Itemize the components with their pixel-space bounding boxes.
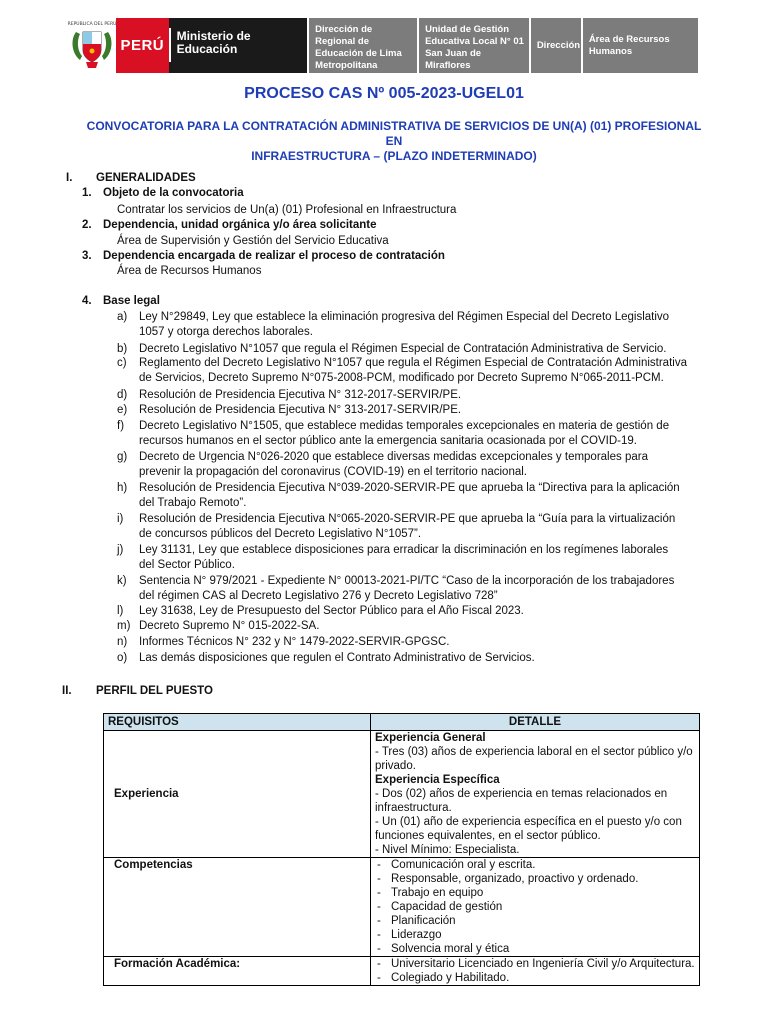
table-row-formacion — [104, 957, 700, 986]
table-row-experiencia — [104, 731, 700, 858]
coat-of-arms-logo — [68, 18, 116, 73]
legal-item-letter: e) — [117, 404, 128, 416]
item2-title: Dependencia, unidad orgánica y/o área solicitante — [103, 219, 377, 231]
ministry-logo — [169, 18, 308, 73]
section2-title: PERFIL DEL PUESTO — [96, 685, 213, 697]
ministry-label: Ministerio de Educación — [176, 29, 251, 56]
legal-item-letter: h) — [117, 482, 128, 494]
formacion-detail — [371, 957, 700, 986]
subtitle-line-2: INFRAESTRUCTURA – (PLAZO INDETERMINADO) — [251, 149, 537, 163]
legal-item-letter: f) — [117, 420, 125, 432]
section2-number: II. — [62, 685, 72, 697]
competencias-detail — [371, 858, 700, 957]
legal-item-text: Ley N°29849, Ley que establece la eliminación progresiva del Régimen Especial del Decreto Legislativo — [139, 311, 670, 323]
legal-item-text: Decreto Legislativo N°1057 que regula el Régimen Especial de Contratación Administrativa de Servicio. — [139, 343, 667, 355]
ugel-label: Unidad de Gestión Educativa Local N° 01 San Juan de Miraflores — [417, 18, 529, 73]
exp-nivel: - Nivel Mínimo: Especialista. — [375, 844, 520, 856]
legal-item-text: de concursos públicos del Decreto Legislativo N°1057”. — [139, 528, 422, 540]
legal-item-text: Resolución de Presidencia Ejecutiva N°065-2020-SERVIR-PE que aprueba la “Guía para la virtualización — [139, 513, 676, 525]
formacion-list — [375, 957, 695, 985]
item1-title: Objeto de la convocatoria — [103, 187, 244, 199]
legal-item-letter: o) — [117, 652, 128, 664]
exp-especifica-1: - Dos (02) años de experiencia en temas relacionados en infraestructura. — [375, 788, 668, 814]
formacion-label: Formación Académica: — [104, 957, 371, 986]
legal-item-letter: n) — [117, 636, 128, 648]
item3-number: 3. — [82, 250, 92, 262]
legal-item-text: Resolución de Presidencia Ejecutiva N° 313-2017-SERVIR/PE. — [139, 404, 462, 416]
legal-item-text: Informes Técnicos N° 232 y N° 1479-2022-SERVIR-GPGSC. — [139, 636, 450, 648]
legal-item-text: Ley 31131, Ley que establece disposiciones para erradicar la discriminación en los regímenes laborales — [139, 544, 669, 556]
legal-item-text: recursos humanos en el sector público ante la emergencia sanitaria ocasionada por el COVID-19. — [139, 435, 637, 447]
legal-item-letter: i) — [117, 513, 124, 525]
dre-label: Dirección de Regional de Educación de Lima Metropolitana — [307, 18, 417, 73]
legal-item-letter: j) — [117, 544, 124, 556]
item2-number: 2. — [82, 219, 92, 231]
competencias-label: Competencias — [104, 858, 371, 957]
legal-item-text: prevenir la propagación del coronavirus (COVID-19) en el territorio nacional. — [139, 466, 527, 478]
legal-item-text: del régimen CAS al Decreto Legislativo 276 y Decreto Legislativo 728” — [139, 590, 498, 602]
legal-item-letter: d) — [117, 389, 128, 401]
section1-number: I. — [66, 172, 73, 184]
legal-item-text: Decreto Legislativo N°1505, que establece medidas temporales excepcionales en materia de gestión de — [139, 420, 670, 432]
item3-title: Dependencia encargada de realizar el proceso de contratación — [103, 250, 445, 262]
legal-item-letter: c) — [117, 357, 127, 369]
competencia-item: - Responsable, organizado, proactivo y ordenado. — [375, 872, 695, 886]
legal-item-text: Reglamento del Decreto Legislativo N°1057 que regula el Régimen Especial de Contratación Administrativa — [139, 357, 687, 369]
item4-title: Base legal — [103, 295, 160, 307]
competencia-item: - Trabajo en equipo — [375, 886, 695, 900]
legal-item-text: 1057 y otorga derechos laborales. — [139, 326, 313, 338]
formacion-item: - Universitario Licenciado en Ingeniería Civil y/o Arquitectura. — [375, 957, 695, 971]
competencia-item: - Liderazgo — [375, 928, 695, 942]
legal-item-text: de Servicios, Decreto Supremo N°075-2008-PCM, modificado por Decreto Supremo N°065-2011-PCM. — [139, 372, 664, 384]
page-title: PROCESO CAS Nº 005-2023-UGEL01 — [244, 85, 524, 102]
legal-item-text: Decreto de Urgencia N°026-2020 que establece diversas medidas excepcionales y temporales para — [139, 451, 648, 463]
legal-item-text: del Sector Público. — [139, 559, 235, 571]
area-label: Área de Recursos Humanos — [581, 18, 698, 73]
legal-item-letter: k) — [117, 575, 127, 587]
table-header-row — [104, 714, 700, 731]
item1-text: Contratar los servicios de Un(a) (01) Profesional en Infraestructura — [117, 204, 457, 216]
header-detalle: DETALLE — [371, 714, 700, 731]
exp-general-title: Experiencia General — [375, 732, 486, 744]
item3-text: Área de Recursos Humanos — [117, 265, 262, 277]
experiencia-detail — [371, 731, 700, 858]
legal-item-text: Decreto Supremo N° 015-2022-SA. — [139, 620, 320, 632]
legal-item-letter: g) — [117, 451, 128, 463]
legal-item-text: Las demás disposiciones que regulen el Contrato Administrativo de Servicios. — [139, 652, 535, 664]
experiencia-label: Experiencia — [104, 731, 371, 858]
formacion-item: - Colegiado y Habilitado. — [375, 971, 695, 985]
competencias-list — [375, 858, 695, 956]
page-subtitle — [80, 119, 708, 164]
legal-item-text: Resolución de Presidencia Ejecutiva N° 312-2017-SERVIR/PE. — [139, 389, 462, 401]
header-banner — [68, 18, 698, 73]
subtitle-line-1: CONVOCATORIA PARA LA CONTRATACIÓN ADMINISTRATIVA DE SERVICIOS DE UN(A) (01) PROFESIONAL EN — [86, 119, 702, 148]
legal-item-text: del Trabajo Remoto”. — [139, 497, 247, 509]
exp-general-text: - Tres (03) años de experiencia laboral en el sector público y/o privado. — [375, 746, 693, 772]
competencia-item: - Solvencia moral y ética — [375, 942, 695, 956]
svg-text:REPÚBLICA DEL PERÚ: REPÚBLICA DEL PERÚ — [68, 22, 116, 27]
header-requisitos: REQUISITOS — [104, 714, 371, 731]
item1-number: 1. — [82, 187, 92, 199]
perfil-table — [103, 713, 700, 986]
competencia-item: - Comunicación oral y escrita. — [375, 858, 695, 872]
legal-item-text: Ley 31638, Ley de Presupuesto del Sector Público para el Año Fiscal 2023. — [139, 605, 524, 617]
item2-text: Área de Supervisión y Gestión del Servicio Educativa — [117, 235, 389, 247]
item4-number: 4. — [82, 295, 92, 307]
legal-item-text: Sentencia N° 979/2021 - Expediente N° 00013-2021-PI/TC “Caso de la incorporación de los trabajadores — [139, 575, 675, 587]
legal-item-letter: b) — [117, 343, 128, 355]
legal-item-letter: a) — [117, 311, 128, 323]
section1-title: GENERALIDADES — [96, 172, 196, 184]
legal-item-text: Resolución de Presidencia Ejecutiva N°039-2020-SERVIR-PE que aprueba la “Directiva para la aplicación — [139, 482, 680, 494]
competencia-item: - Planificación — [375, 914, 695, 928]
peru-logo: PERÚ — [116, 18, 169, 73]
legal-item-letter: m) — [117, 620, 131, 632]
direccion-label: Dirección — [529, 18, 581, 73]
exp-especifica-2: - Un (01) año de experiencia específica en el puesto y/o con funciones equivalentes, en el sector público. — [375, 816, 682, 842]
exp-especifica-title: Experiencia Específica — [375, 774, 500, 786]
legal-item-letter: l) — [117, 605, 124, 617]
table-row-competencias — [104, 858, 700, 957]
competencia-item: - Capacidad de gestión — [375, 900, 695, 914]
